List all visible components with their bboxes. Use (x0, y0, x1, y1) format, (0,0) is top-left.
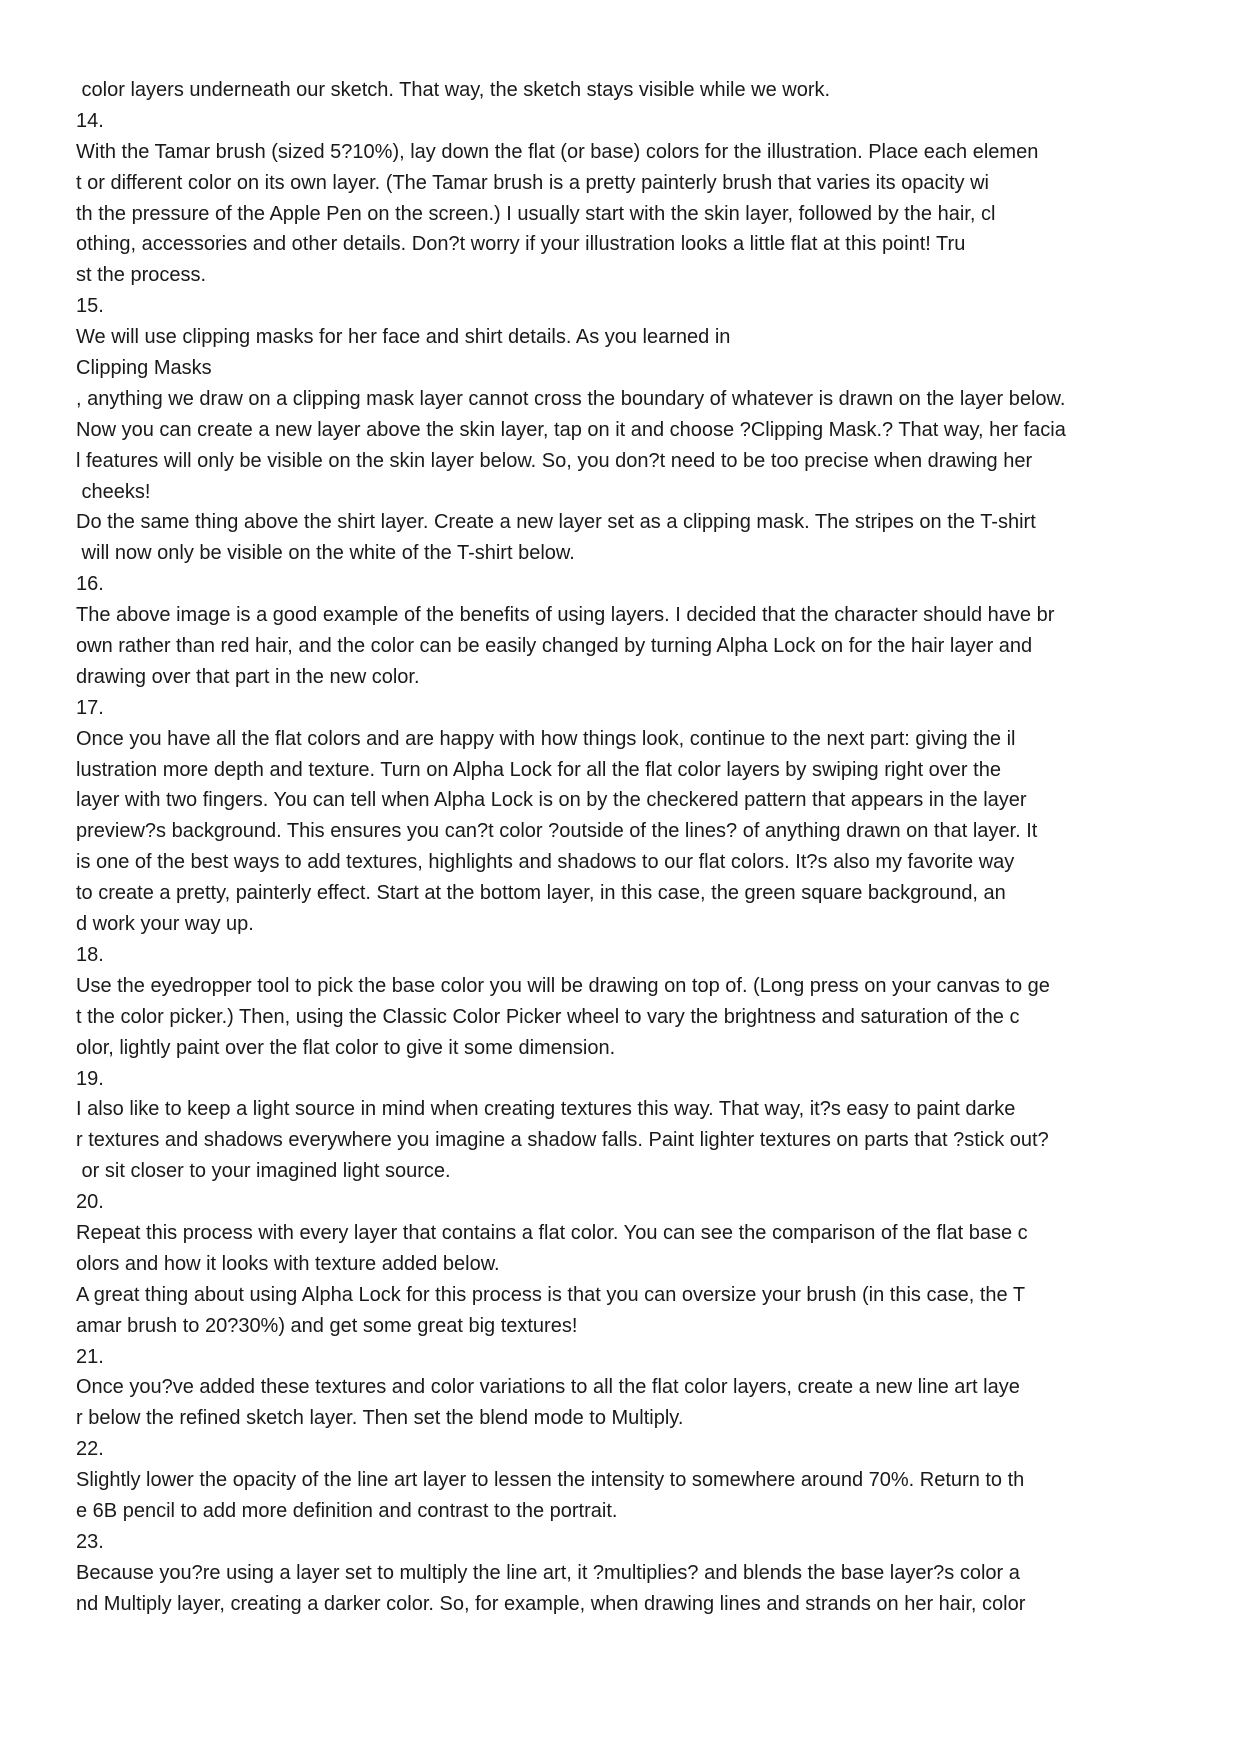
text-line: We will use clipping masks for her face and shirt details. As you learned in (76, 326, 731, 349)
text-line: t or different color on its own layer. (The Tamar brush is a pretty painterly brush that varies its opacity wi (76, 171, 989, 194)
text-line: t the color picker.) Then, using the Classic Color Picker wheel to vary the brightness and saturation of the c (76, 1005, 1020, 1028)
text-line: e 6B pencil to add more definition and contrast to the portrait. (76, 1499, 618, 1522)
step-number: 16. (76, 573, 104, 596)
text-line: d work your way up. (76, 913, 254, 936)
text-line: to create a pretty, painterly effect. Start at the bottom layer, in this case, the green square background, an (76, 882, 1006, 905)
text-line: Use the eyedropper tool to pick the base color you will be drawing on top of. (Long press on your canvas to ge (76, 974, 1050, 997)
text-line: nd Multiply layer, creating a darker color. So, for example, when drawing lines and strands on her hair, color (76, 1592, 1026, 1615)
text-line: own rather than red hair, and the color can be easily changed by turning Alpha Lock on for the hair layer and (76, 635, 1033, 658)
step-number: 23. (76, 1530, 104, 1553)
text-line: amar brush to 20?30%) and get some great big textures! (76, 1314, 578, 1337)
text-line: layer with two fingers. You can tell when Alpha Lock is on by the checkered pattern that appears in the layer (76, 789, 1027, 812)
text-line: Now you can create a new layer above the skin layer, tap on it and choose ?Clipping Mask.? That way, her facia (76, 418, 1066, 441)
text-line: will now only be visible on the white of the T-shirt below. (76, 542, 575, 565)
text-line: is one of the best ways to add textures, highlights and shadows to our flat colors. It?s also my favorite way (76, 851, 1015, 874)
text-line: cheeks! (76, 480, 151, 503)
step-number: 22. (76, 1438, 104, 1461)
text-line: With the Tamar brush (sized 5?10%), lay down the flat (or base) colors for the illustration. Place each elemen (76, 140, 1039, 163)
document-page (76, 75, 1196, 1620)
text-line: th the pressure of the Apple Pen on the screen.) I usually start with the skin layer, followed by the hair, cl (76, 202, 996, 225)
text-line: Once you have all the flat colors and are happy with how things look, continue to the next part: giving the il (76, 727, 1016, 750)
link-text: Clipping Masks (76, 357, 212, 380)
step-number: 21. (76, 1345, 104, 1368)
text-line: or sit closer to your imagined light source. (76, 1160, 451, 1183)
text-line: The above image is a good example of the benefits of using layers. I decided that the character should have br (76, 604, 1055, 627)
text-line: Do the same thing above the shirt layer. Create a new layer set as a clipping mask. The stripes on the T-shirt (76, 511, 1036, 534)
text-line: Once you?ve added these textures and color variations to all the flat color layers, create a new line art laye (76, 1376, 1020, 1399)
text-line: olors and how it looks with texture added below. (76, 1252, 500, 1275)
text-line: drawing over that part in the new color. (76, 665, 420, 688)
text-line: Because you?re using a layer set to multiply the line art, it ?multiplies? and blends the base layer?s color a (76, 1561, 1020, 1584)
step-number: 15. (76, 295, 104, 318)
text-line: Slightly lower the opacity of the line art layer to lessen the intensity to somewhere around 70%. Return to th (76, 1469, 1025, 1492)
step-number: 14. (76, 109, 104, 132)
text-line: I also like to keep a light source in mind when creating textures this way. That way, it?s easy to paint darke (76, 1098, 1016, 1121)
text-line: preview?s background. This ensures you can?t color ?outside of the lines? of anything drawn on that layer. It (76, 820, 1038, 843)
step-number: 18. (76, 943, 104, 966)
text-line: , anything we draw on a clipping mask layer cannot cross the boundary of whatever is drawn on the layer below. (76, 387, 1066, 410)
text-line: l features will only be visible on the skin layer below. So, you don?t need to be too precise when drawing her (76, 449, 1033, 472)
step-number: 20. (76, 1191, 104, 1214)
text-line: olor, lightly paint over the flat color to give it some dimension. (76, 1036, 616, 1059)
text-line: r textures and shadows everywhere you imagine a shadow falls. Paint lighter textures on parts that ?stick out? (76, 1129, 1049, 1152)
step-number: 17. (76, 696, 104, 719)
text-line: lustration more depth and texture. Turn on Alpha Lock for all the flat color layers by swiping right over the (76, 758, 1001, 781)
text-line: st the process. (76, 264, 207, 287)
text-line: Repeat this process with every layer that contains a flat color. You can see the comparison of the flat base c (76, 1221, 1028, 1244)
text-line: color layers underneath our sketch. That way, the sketch stays visible while we work. (76, 79, 831, 101)
text-line: othing, accessories and other details. Don?t worry if your illustration looks a little flat at this point! Tru (76, 233, 966, 256)
text-line: r below the refined sketch layer. Then set the blend mode to Multiply. (76, 1407, 684, 1430)
text-line: A great thing about using Alpha Lock for this process is that you can oversize your brush (in this case, the T (76, 1283, 1026, 1306)
step-number: 19. (76, 1067, 104, 1090)
